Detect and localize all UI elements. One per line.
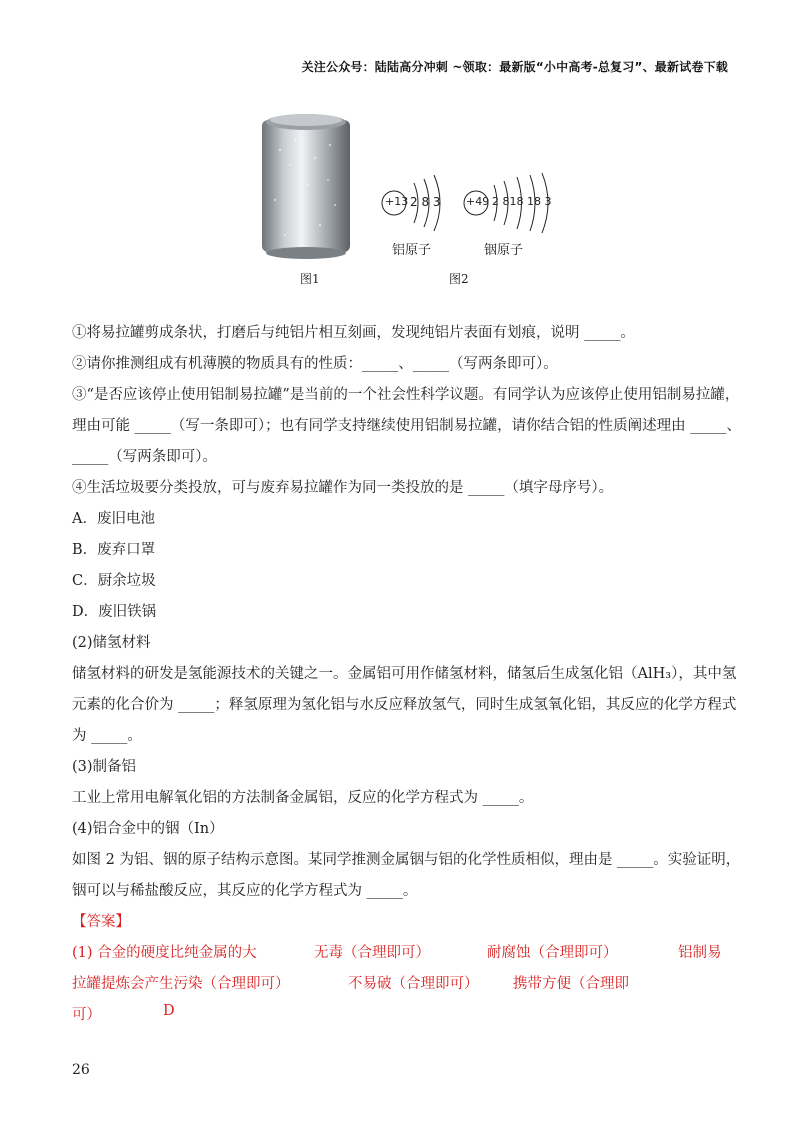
answer-item: 无毒（合理即可） xyxy=(314,945,430,961)
al-label: 铝原子 xyxy=(392,243,432,258)
section-heading: (2)储氢材料 xyxy=(72,635,151,651)
figure-area xyxy=(255,105,555,285)
page-number: 26 xyxy=(72,1062,90,1078)
fig1-caption: 图1 xyxy=(300,272,320,286)
question-line: ①将易拉罐剪成条状，打磨后与纯铝片相互刻画，发现纯铝片表面有划痕，说明 _____。 xyxy=(72,325,635,341)
option-c: C．厨余垃圾 xyxy=(72,573,156,589)
indium-atom-diagram xyxy=(462,173,562,258)
question-line: ④生活垃圾要分类投放，可与废弃易拉罐作为同一类投放的是 _____（填字母序号）。 xyxy=(72,480,614,496)
question-line: 元素的化合价为 _____；释氢原理为氢化铝与水反应释放氢气，同时生成氢氧化铝，其反应的化学方程式 xyxy=(72,697,737,713)
question-line: ②请你推测组成有机薄膜的物质具有的性质：_____、_____（写两条即可）。 xyxy=(72,356,558,372)
question-line: 储氢材料的研发是氢能源技术的关键之一。金属铝可用作储氢材料，储氢后生成氢化铝（AlH₃），其中氢 xyxy=(72,666,737,682)
answer-item: 耐腐蚀（合理即可） xyxy=(487,945,618,961)
page-header: 关注公众号：陆陆高分冲刺 ~领取：最新版“小中高考-总复习”、最新试卷下载 xyxy=(301,60,728,74)
answer-item: 可） xyxy=(72,1007,101,1023)
answer-item: (1) 合金的硬度比纯金属的大 xyxy=(72,945,257,961)
soda-can-image xyxy=(260,110,352,262)
option-b: B．废弃口罩 xyxy=(72,542,156,558)
fig2-caption: 图2 xyxy=(449,272,469,286)
question-line: 为 _____。 xyxy=(72,728,142,744)
answer-item: 不易破（合理即可） xyxy=(348,976,479,992)
question-line: ③“是否应该停止使用铝制易拉罐”是当前的一个社会性科学议题。有同学认为应该停止使用铝制易拉罐， xyxy=(72,387,740,403)
section-heading: (3)制备铝 xyxy=(72,759,137,775)
answer-item: 铝制易 xyxy=(678,945,722,961)
option-a: A．废旧电池 xyxy=(72,511,155,527)
answer-title: 【答案】 xyxy=(72,914,130,930)
question-line: _____（写两条即可）。 xyxy=(72,449,217,465)
question-line: 如图 2 为铝、铟的原子结构示意图。某同学推测金属铟与铝的化学性质相似，理由是 _____。实验证明， xyxy=(72,852,741,868)
question-line: 理由可能 _____（写一条即可）；也有同学支持继续使用铝制易拉罐，请你结合铝的性质阐述理由 _____、 xyxy=(72,418,741,434)
section-heading: (4)铝合金中的铟（In） xyxy=(72,821,224,837)
answer-item: D xyxy=(163,1003,175,1019)
aluminum-atom-diagram xyxy=(380,173,460,258)
option-d: D．废旧铁锅 xyxy=(72,604,157,620)
in-nucleus: +49 xyxy=(466,195,490,208)
al-shells: 2 8 3 xyxy=(410,195,441,209)
answer-item: 拉罐提炼会产生污染（合理即可） xyxy=(72,976,290,992)
in-label: 铟原子 xyxy=(484,243,524,258)
answer-item: 携带方便（合理即 xyxy=(513,976,629,992)
al-nucleus: +13 xyxy=(385,195,409,208)
question-line: 工业上常用电解氧化铝的方法制备金属铝，反应的化学方程式为 _____。 xyxy=(72,790,534,806)
question-line: 铟可以与稀盐酸反应，其反应的化学方程式为 _____。 xyxy=(72,883,418,899)
in-shells: 2 818 18 3 xyxy=(492,195,552,208)
